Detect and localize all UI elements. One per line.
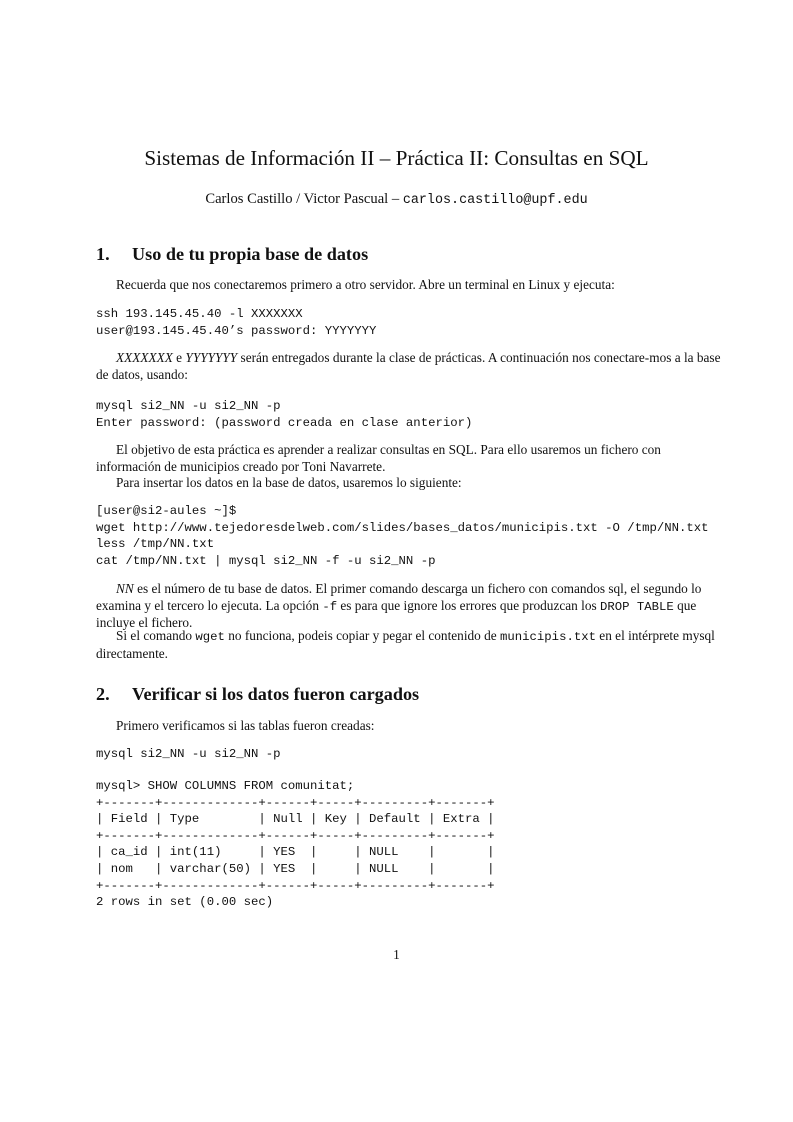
section-1-paragraph-1: Recuerda que nos conectaremos primero a otro servidor. Abre un terminal en Linux y ejecuta: (116, 277, 615, 292)
section-2-title: Verificar si los datos fueron cargados (132, 684, 420, 704)
placeholder-x: XXXXXXX (116, 350, 173, 365)
section-1-paragraph-2: XXXXXXX e YYYYYYY serán entregados durante la clase de prácticas. A continuación nos conectare-mos a la base de datos, usando: (96, 350, 721, 382)
placeholder-y: YYYYYYY (185, 350, 238, 365)
placeholder-nn: NN (116, 581, 134, 596)
page-title: Sistemas de Información II – Práctica II: Consultas en SQL (144, 146, 649, 170)
inline-code-wget: wget (195, 630, 225, 644)
section-1-heading (96, 242, 368, 266)
section-1-title: Uso de tu propia base de datos (132, 244, 369, 264)
section-1-paragraph-6: Si el comando wget no funciona, podeis copiar y pegar el contenido de municipis.txt en el intérprete mysql directamente. (96, 628, 715, 661)
page-number: 1 (393, 947, 400, 962)
inline-code-flag: -f (322, 599, 338, 614)
section-1-paragraph-5: NN es el número de tu base de datos. El primer comando descarga un fichero con comandos sql, el segundo lo examina y el tercero lo ejecuta. La opción -f es para que ignore los errores que produzcan los DROP TABLE que incluye el fichero. (96, 581, 702, 631)
code-block-insert: [user@si2-aules ~]$ wget http://www.tejedoresdelweb.com/slides/bases_datos/municipis.txt -O /tmp/NN.txt less /tmp/NN.txt cat /tmp/NN.txt | mysql si2_NN -f -u si2_NN -p (96, 504, 709, 568)
code-block-ssh: ssh 193.145.45.40 -l XXXXXXX user@193.145.45.40’s password: YYYYYYY (96, 307, 377, 338)
section-2-paragraph-1: Primero verificamos si las tablas fueron creadas: (116, 718, 375, 733)
inline-code-filename: municipis.txt (500, 630, 596, 644)
code-block-show-columns: mysql> SHOW COLUMNS FROM comunitat; +-------+-------------+------+-----+---------+-------+ | Field | Type | Null | Key | Default | Extra | +-------+-------------+------+-----+---------+-------+ | ca_id | int(11) | YES | | NULL | | | nom | varchar(50) | YES | | NULL | | +-------+-------------+------+-----+---------+-------+ 2 rows in set (0.00 sec) (96, 779, 495, 910)
code-block-mysql-login: mysql si2_NN -u si2_NN -p Enter password: (password creada en clase anterior) (96, 399, 473, 430)
code-block-mysql-connect: mysql si2_NN -u si2_NN -p (96, 747, 281, 761)
inline-code-drop-table: DROP TABLE (599, 599, 674, 614)
authors-line (0, 189, 793, 211)
author-names: Carlos Castillo / Victor Pascual – (205, 191, 400, 207)
author-email: carlos.castillo@upf.edu (402, 193, 588, 208)
section-1-number: 1. (96, 244, 110, 264)
section-1-paragraph-4: Para insertar los datos en la base de datos, usaremos lo siguiente: (116, 475, 462, 490)
section-1-paragraph-3: El objetivo de esta práctica es aprender a realizar consultas en SQL. Para ello usaremos un fichero con información de municipios creado por Toni Navarrete. (96, 442, 661, 474)
section-2-number: 2. (96, 684, 110, 704)
section-2-heading (96, 682, 419, 706)
